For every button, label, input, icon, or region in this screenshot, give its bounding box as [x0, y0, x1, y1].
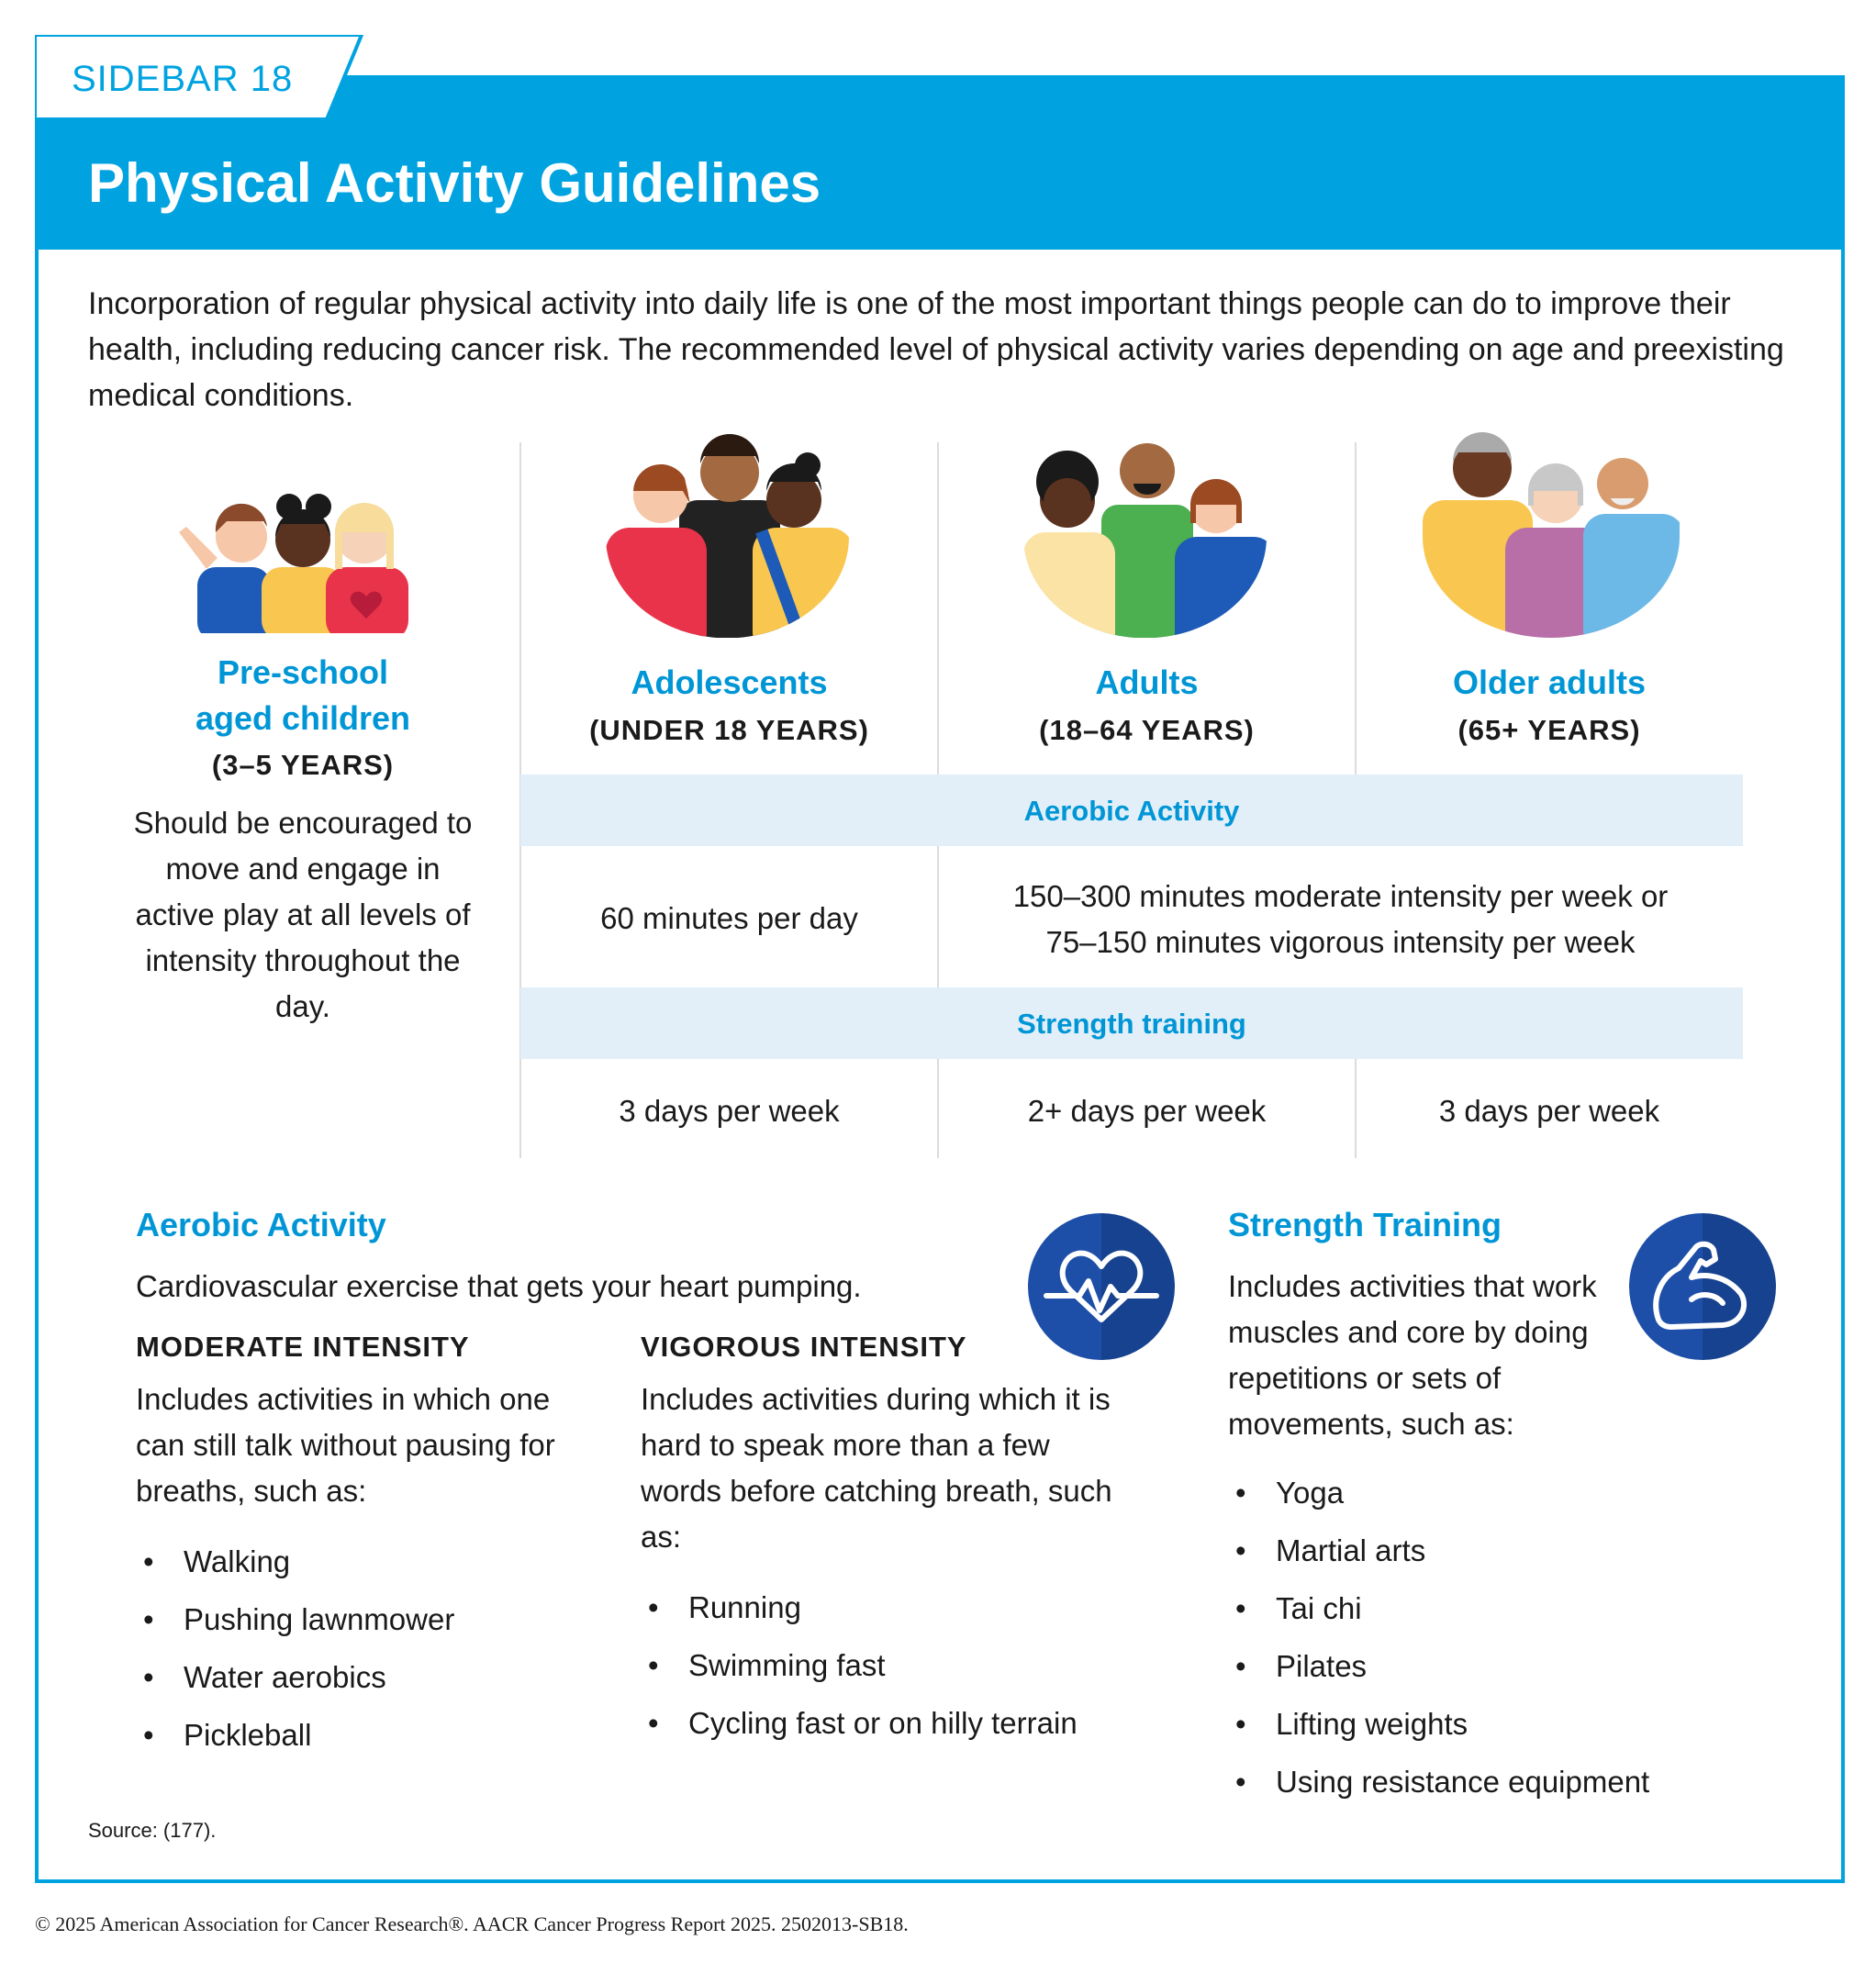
table-divider	[937, 442, 939, 775]
preschool-age: (3–5 YEARS)	[211, 749, 395, 781]
list-item: • Swimming fast	[642, 1636, 1078, 1694]
strength-section-title: Strength Training	[1228, 1206, 1502, 1243]
list-item: • Using resistance equipment	[1230, 1753, 1649, 1811]
older-adults-illustration	[1423, 427, 1680, 638]
list-item: • Water aerobics	[138, 1648, 454, 1706]
strength-older-adults-value: 3 days per week	[1438, 1094, 1660, 1128]
preschool-title-line2: aged children	[195, 699, 411, 737]
adults-age: (18–64 YEARS)	[1039, 714, 1255, 746]
strength-adults-value: 2+ days per week	[1027, 1094, 1267, 1128]
aerobic-adults-value	[938, 874, 1743, 965]
vigorous-heading: VIGOROUS INTENSITY	[641, 1331, 967, 1363]
list-item: • Cycling fast or on hilly terrain	[642, 1694, 1078, 1752]
strength-band-label: Strength training	[1017, 1008, 1246, 1040]
adults-title: Adults	[1095, 663, 1199, 701]
list-item: • Running	[642, 1578, 1078, 1636]
source-note: Source: (177).	[88, 1819, 217, 1842]
aerobic-section-title: Aerobic Activity	[136, 1206, 386, 1243]
adolescents-title: Adolescents	[631, 663, 828, 701]
older-adults-age: (65+ YEARS)	[1457, 714, 1641, 746]
preschool-description: Should be encouraged to move and engage in active play at all levels of intensity throughout the day.	[133, 806, 473, 1023]
list-item: • Pushing lawnmower	[138, 1590, 454, 1648]
older-adults-title: Older adults	[1452, 663, 1647, 701]
list-item: • Tai chi	[1230, 1579, 1649, 1637]
list-item: • Lifting weights	[1230, 1695, 1649, 1753]
aerobic-band-label: Aerobic Activity	[1023, 795, 1240, 827]
list-item: • Walking	[138, 1533, 454, 1590]
table-divider	[1355, 442, 1357, 775]
aerobic-section-description: Cardiovascular exercise that gets your heart pumping.	[136, 1269, 862, 1303]
intro-paragraph: Incorporation of regular physical activity into daily life is one of the most important things people can do to improve their health, including reducing cancer risk. The recommended level of physical activity varies depending on age and preexisting medical conditions.	[88, 286, 1784, 413]
aerobic-adults-line1: 150–300 minutes moderate intensity per week or	[1012, 879, 1669, 913]
adults-illustration	[1023, 427, 1267, 638]
adolescents-age: (UNDER 18 YEARS)	[589, 714, 869, 746]
vigorous-list	[642, 1578, 1078, 1752]
list-item: • Pilates	[1230, 1637, 1649, 1695]
preschool-children-illustration	[161, 468, 418, 633]
moderate-heading: MODERATE INTENSITY	[136, 1331, 470, 1363]
page-title: Physical Activity Guidelines	[88, 152, 821, 214]
list-item: • Yoga	[1230, 1464, 1649, 1522]
aerobic-adolescents-value: 60 minutes per day	[600, 901, 858, 935]
preschool-title	[138, 650, 468, 741]
adolescents-illustration	[606, 427, 849, 638]
flexed-arm-icon	[1627, 1211, 1778, 1362]
list-item: • Martial arts	[1230, 1522, 1649, 1579]
moderate-list	[138, 1533, 454, 1764]
vigorous-description: Includes activities during which it is hard to speak more than a few words before catching breath, such as:	[641, 1382, 1112, 1554]
sidebar-label: SIDEBAR 18	[72, 59, 294, 99]
copyright-footer: © 2025 American Association for Cancer Research®. AACR Cancer Progress Report 2025. 2502013-SB18.	[35, 1912, 909, 1935]
preschool-title-line1: Pre-school	[217, 653, 389, 691]
heartbeat-icon	[1026, 1211, 1177, 1362]
moderate-description: Includes activities in which one can still talk without pausing for breaths, such as:	[136, 1382, 555, 1508]
strength-list	[1230, 1464, 1649, 1811]
aerobic-adults-line2: 75–150 minutes vigorous intensity per week	[1045, 925, 1636, 959]
strength-section-description: Includes activities that work muscles and core by doing repetitions or sets of movements, such as:	[1228, 1269, 1597, 1441]
strength-adolescents-value: 3 days per week	[619, 1094, 840, 1128]
list-item: • Pickleball	[138, 1706, 454, 1764]
